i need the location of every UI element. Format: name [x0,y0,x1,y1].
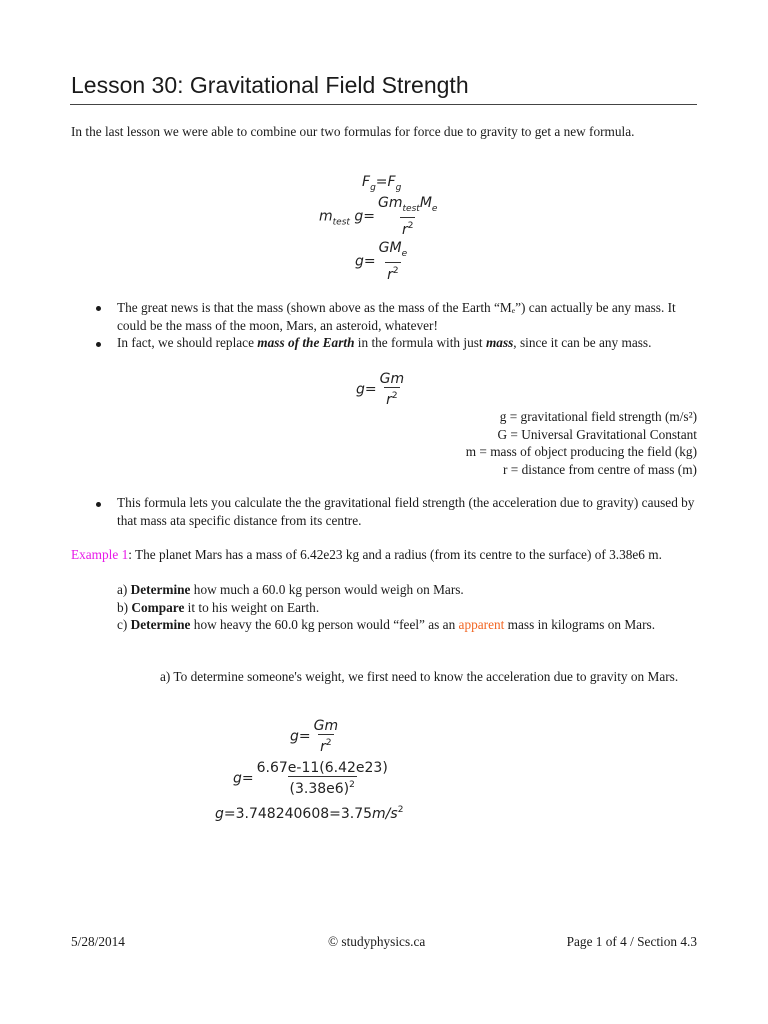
definition-g: g = gravitational field strength (m/s²) [499,409,697,424]
bullet-marker [96,306,101,311]
part-letter: c) [117,617,131,632]
footer-page-info: Page 1 of 4 / Section 4.3 [566,934,697,949]
math-symbol: r [387,267,393,283]
math-symbol: m [388,195,403,211]
math-subscript: g [395,183,402,193]
math-superscript: 2 [397,805,404,815]
apparent-highlight: apparent [458,617,505,632]
intro-paragraph: In the last lesson we were able to combine our two formulas for force due to gravity to get a new formula. [71,124,635,139]
footer-date: 5/28/2014 [71,934,125,949]
example-part-c [117,616,697,634]
math-symbol: g [290,728,299,745]
calc-denominator: (3.38e6) [289,781,350,797]
math-fraction [378,371,407,408]
definition-m: m = mass of object producing the field (kg) [465,444,697,459]
math-equals: = [375,174,388,190]
math-superscript: 2 [392,266,399,276]
math-subscript: g [370,183,376,193]
bullet-text-segment: , since it can be any mass. [513,335,652,350]
part-verb: Compare [131,599,185,615]
equation-fg-equals-fg [362,174,401,193]
emphasis-mass: mass [485,335,514,350]
bullet-item-any-mass: The great news is that the mass (shown above as the mass of the Earth “Mₑ”) can actually be any mass. It could be the mass of the moon, Mars, an asteroid, whatever! [117,300,676,333]
calc-numerator: 6.67e-11(6.42e23) [256,760,388,776]
example-part-b [117,599,697,617]
math-symbol: m [324,718,339,734]
equation-mtest-g [319,195,440,238]
part-letter: b) [117,599,132,615]
math-subscript: test [332,217,350,228]
part-verb: Determine [130,617,191,632]
solution-eq-result [215,805,403,822]
calc-result: =3.748240608=3.75 [223,806,373,822]
math-symbol: g [233,770,242,787]
footer-copyright: © studyphysics.ca [328,934,426,949]
part-letter: a) [117,582,131,597]
bullet-item-replace-mass [117,334,697,352]
part-text: it to his weight on Earth. [184,599,320,615]
result-unit: m/s [372,806,398,822]
emphasis-mass-of-earth: mass of the Earth [257,335,355,350]
page-title: Lesson 30: Gravitational Field Strength [71,72,469,98]
title-divider [70,104,697,105]
bullet-text-segment: in the formula with just [354,335,486,350]
math-symbol: r [401,222,408,238]
part-verb: Determine [130,582,191,597]
example-1-statement [71,546,701,564]
bullet-marker [96,342,101,347]
math-symbol: F [362,174,371,190]
math-fraction [312,718,341,755]
math-symbol: G [379,371,391,387]
math-superscript: 2 [325,738,332,748]
math-equals: = [363,208,376,225]
equation-g-Gm [356,371,407,408]
math-superscript: 2 [349,780,355,790]
math-subscript: e [431,204,438,214]
math-symbol: M [389,240,402,256]
definition-G: G = Universal Gravitational Constant [497,426,697,442]
math-symbol: M [419,195,432,211]
math-symbol: G [378,195,389,211]
solution-a-text: a) To determine someone's weight, we first need to know the acceleration due to gravity on Mars. [160,669,679,684]
example-part-a [117,581,697,599]
math-symbol: g [354,208,364,225]
equation-g-GMe [355,240,410,283]
solution-eq-g-Gm [290,718,341,755]
math-equals: = [364,381,377,398]
variable-definitions [297,408,697,478]
math-symbol: r [386,392,392,408]
example-1-parts [117,581,697,634]
math-symbol: g [215,806,224,822]
math-superscript: 2 [391,391,398,401]
math-symbol: F [387,174,396,190]
bullet-marker [96,502,101,507]
math-equals: = [241,770,254,787]
math-subscript: e [401,249,408,259]
math-fraction [376,195,439,238]
math-fraction [377,240,410,283]
bullet-text-segment: In fact, we should replace [117,335,258,350]
math-symbol: G [378,240,390,256]
math-equals: = [363,253,376,270]
math-symbol: g [356,381,365,398]
part-text: how heavy the 60.0 kg person would “feel” as an [190,617,459,632]
definition-r: r = distance from centre of mass (m) [503,461,697,477]
math-symbol: m [390,371,405,387]
part-text: how much a 60.0 kg person would weigh on Mars. [190,582,464,597]
example-label: Example 1 [71,547,129,562]
math-symbol: m [319,208,333,225]
math-symbol: r [320,739,326,755]
solution-eq-substitution [233,760,391,797]
bullet-item-formula-use: This formula lets you calculate the the gravitational field strength (the acceleration due to gravity) caused by that mass ata specific distance from its centre. [117,495,695,528]
math-subscript: test [402,204,420,214]
math-symbol: G [313,718,325,734]
part-text: mass in kilograms on Mars. [504,617,656,632]
math-superscript: 2 [407,221,414,231]
math-symbol: g [355,253,364,270]
example-text: : The planet Mars has a mass of 6.42e23 kg and a radius (from its centre to the surface) of 3.38e6 m. [128,547,662,562]
math-equals: = [298,728,311,745]
math-fraction [255,760,390,797]
